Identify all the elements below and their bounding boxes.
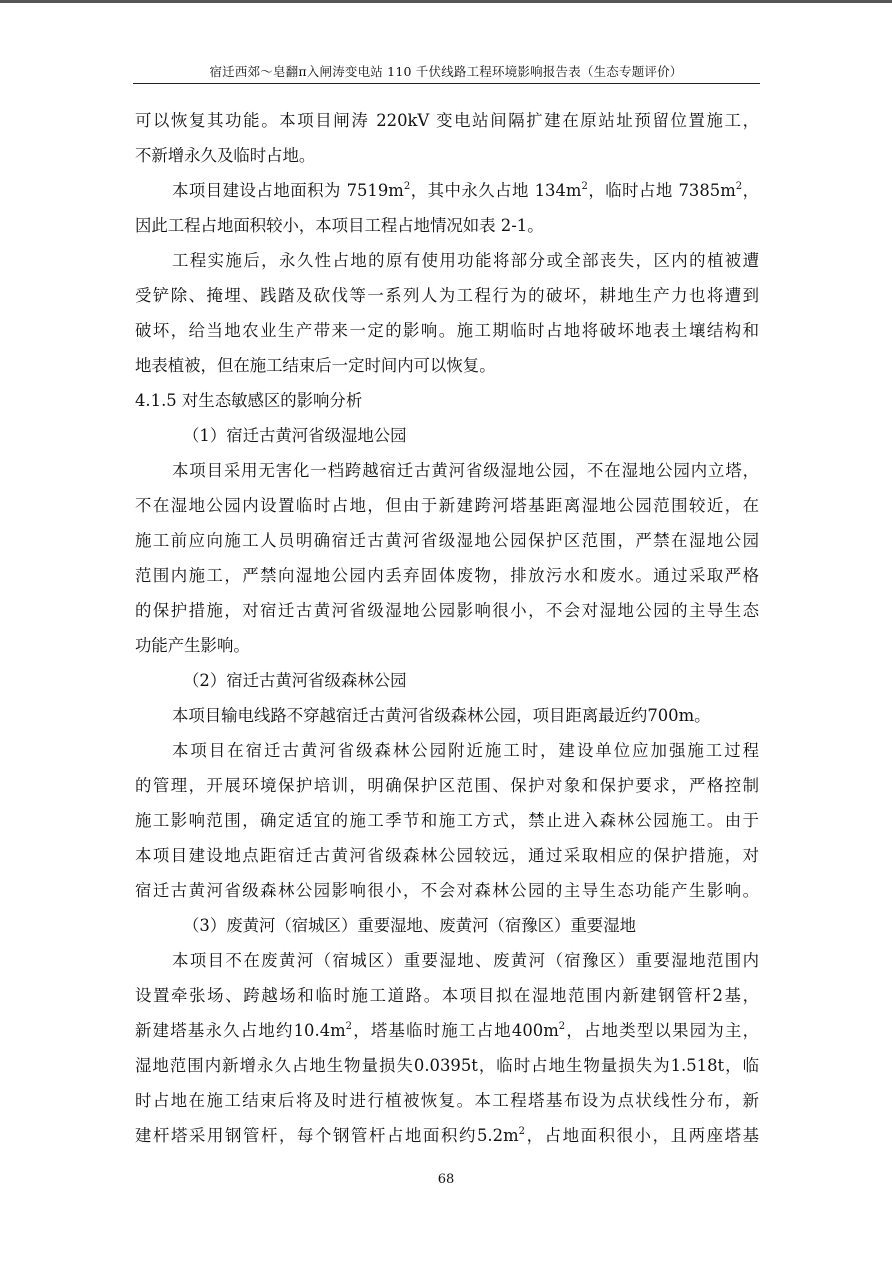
body-line: 设置牵张场、跨越场和临时施工道路。本项目拟在湿地范围内新建钢管杆2基，	[135, 986, 759, 1005]
superscript: 2	[518, 1126, 525, 1137]
body-line: 的管理，开展环境保护培训，明确保护区范围、保护对象和保护要求，严格控制	[135, 776, 759, 795]
body-line: 本项目建设地点距宿迁古黄河省级森林公园较远，通过采取相应的保护措施，对	[135, 846, 759, 865]
document-body	[135, 103, 759, 1153]
body-line: 可以恢复其功能。本项目闸涛 220kV 变电站间隔扩建在原站址预留位置施工，	[135, 111, 759, 130]
body-line: 的保护措施，对宿迁古黄河省级湿地公园影响很小，不会对湿地公园的主导生态	[135, 601, 759, 620]
page-number: 68	[437, 1172, 455, 1187]
body-line: 地表植被，但在施工结束后一定时间内可以恢复。	[135, 356, 496, 375]
body-line: 本项目不在废黄河（宿城区）重要湿地、废黄河（宿豫区）重要湿地范围内	[172, 951, 759, 970]
body-line: 受铲除、掩埋、践踏及砍伐等一系列人为工程行为的破坏，耕地生产力也将遭到	[135, 286, 759, 305]
subsection-heading: （3）废黄河（宿城区）重要湿地、废黄河（宿豫区）重要湿地	[183, 916, 636, 935]
scan-top-edge	[0, 0, 892, 3]
body-line: 施工前应向施工人员明确宿迁古黄河省级湿地公园保护区范围，严禁在湿地公园	[135, 531, 759, 550]
body-line: 本项目在宿迁古黄河省级森林公园附近施工时，建设单位应加强施工过程	[172, 741, 759, 760]
body-line: 建杆塔采用钢管杆，每个钢管杆占地面积约$5.2m^2$，占地面积很小，且两座塔基	[135, 1126, 760, 1145]
body-line: 功能产生影响。	[135, 636, 250, 655]
body-line: 本项目建设占地面积为 $7519m^2$，其中永久占地 $134m^2$，临时占地 $7385m^2$，	[172, 181, 760, 200]
body-line: 本项目输电线路不穿越宿迁古黄河省级森林公园，项目距离最近约700m。	[172, 706, 711, 725]
superscript: 2	[735, 181, 743, 192]
body-line: 破坏，给当地农业生产带来一定的影响。施工期临时占地将破坏地表土壤结构和	[135, 321, 759, 340]
superscript: 2	[581, 181, 588, 192]
subsection-heading: （1）宿迁古黄河省级湿地公园	[183, 426, 407, 445]
body-line: 因此工程占地面积较小，本项目工程占地情况如表 2-1。	[135, 216, 544, 235]
body-line: 不在湿地公园内设置临时占地，但由于新建跨河塔基距离湿地公园范围较近，在	[135, 496, 759, 515]
header-divider	[133, 83, 760, 84]
body-line: 施工影响范围，确定适宜的施工季节和施工方式，禁止进入森林公园施工。由于	[135, 811, 759, 830]
body-line: 新建塔基永久占地约$10.4m^2$，塔基临时施工占地$400m^2$，占地类型以果园为主，	[135, 1021, 760, 1040]
superscript: 2	[345, 1021, 353, 1032]
body-line: 宿迁古黄河省级森林公园影响很小，不会对森林公园的主导生态功能产生影响。	[135, 881, 759, 900]
section-heading: 4.1.5 对生态敏感区的影响分析	[135, 391, 363, 410]
body-line: 范围内施工，严禁向湿地公园内丢弃固体废物，排放污水和废水。通过采取严格	[135, 566, 759, 585]
body-line: 工程实施后，永久性占地的原有使用功能将部分或全部丧失，区内的植被遭	[172, 251, 759, 270]
body-line: 不新增永久及临时占地。	[135, 146, 316, 165]
body-line: 时占地在施工结束后将及时进行植被恢复。本工程塔基布设为点状线性分布，新	[135, 1091, 759, 1110]
superscript: 2	[403, 181, 411, 192]
superscript: 2	[558, 1021, 566, 1032]
body-line: 本项目采用无害化一档跨越宿迁古黄河省级湿地公园，不在湿地公园内立塔，	[172, 461, 759, 480]
subsection-heading: （2）宿迁古黄河省级森林公园	[183, 671, 407, 690]
body-line: 湿地范围内新增永久占地生物量损失0.0395t，临时占地生物量损失为1.518t，临	[135, 1056, 759, 1075]
running-header: 宿迁西郊～皂翻π入闸涛变电站 110 千伏线路工程环境影响报告表（生态专题评价）	[209, 64, 683, 79]
